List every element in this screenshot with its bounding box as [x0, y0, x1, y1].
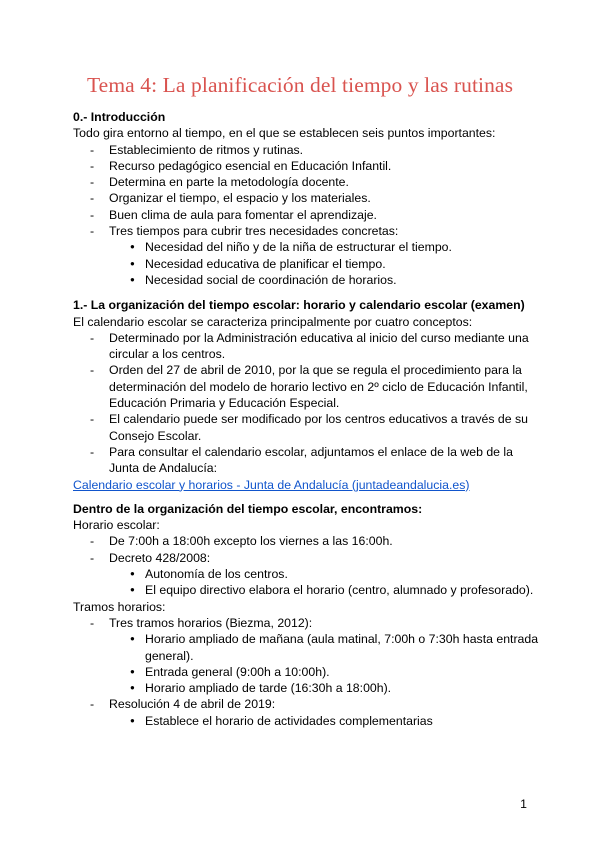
section-0-heading: 0.- Introducción: [73, 110, 166, 124]
list-item: - Tres tiempos para cubrir tres necesidades concretas:: [73, 223, 543, 239]
document-body: [73, 109, 543, 729]
sub-list-item: ● Horario ampliado de mañana (aula matinal, 7:00h o 7:30h hasta entrada general).: [73, 631, 543, 664]
list-item: - Recurso pedagógico esencial en Educación Infantil.: [73, 158, 543, 174]
section-2-heading: Dentro de la organización del tiempo escolar, encontramos:: [73, 501, 423, 516]
list-item: - Determina en parte la metodología docente.: [73, 174, 543, 190]
tramos-list: [73, 615, 543, 729]
section-1-heading: 1.- La organización del tiempo escolar: horario y calendario escolar (examen): [73, 298, 525, 313]
section-0-intro: Todo gira entorno al tiempo, en el que se establecen seis puntos importantes:: [73, 126, 496, 141]
list-item: - Establecimiento de ritmos y rutinas.: [73, 142, 543, 158]
section-1-list: [73, 330, 543, 477]
list-item: - Organizar el tiempo, el espacio y los materiales.: [73, 190, 543, 206]
list-item: - Resolución 4 de abril de 2019:: [73, 696, 543, 712]
sub-list-item: ● Autonomía de los centros.: [73, 566, 543, 582]
section-1-intro: El calendario escolar se caracteriza principalmente por cuatro conceptos:: [73, 314, 473, 329]
horario-label: Horario escolar:: [73, 518, 160, 533]
list-item: - De 7:00h a 18:00h excepto los viernes a las 16:00h.: [73, 533, 543, 549]
sub-list-item: ● Horario ampliado de tarde (16:30h a 18:00h).: [73, 680, 543, 696]
sub-list-item: ● Necesidad social de coordinación de horarios.: [73, 272, 543, 288]
list-item: - Determinado por la Administración educativa al inicio del curso mediante una circular a los centros.: [73, 330, 543, 363]
sub-list-item: ● Necesidad del niño y de la niña de estructurar el tiempo.: [73, 239, 543, 255]
calendario-link[interactable]: Calendario escolar y horarios - Junta de Andalucía (juntadeandalucia.es): [73, 477, 470, 492]
page-title: Tema 4: La planificación del tiempo y las rutinas: [86, 73, 514, 97]
list-item: - Orden del 27 de abril de 2010, por la que se regula el procedimiento para la determinación del modelo de horario lectivo en 2º ciclo de Educación Infantil, Educación Primaria y Educación Especial.: [73, 362, 543, 411]
list-item: - Buen clima de aula para fomentar el aprendizaje.: [73, 207, 543, 223]
tramos-label: Tramos horarios:: [73, 599, 166, 614]
sub-list-item: ● Entrada general (9:00h a 10:00h).: [73, 664, 543, 680]
list-item: - Decreto 428/2008:: [73, 550, 543, 566]
section-0-list: [73, 142, 543, 289]
sub-list-item: ● Necesidad educativa de planificar el tiempo.: [73, 256, 543, 272]
sub-list-item: ● Establece el horario de actividades complementarias: [73, 713, 543, 729]
sub-list-item: ● El equipo directivo elabora el horario (centro, alumnado y profesorado).: [73, 582, 543, 598]
list-item: - El calendario puede ser modificado por los centros educativos a través de su Consejo Escolar.: [73, 411, 543, 444]
horario-list: [73, 533, 543, 598]
page-number: 1: [520, 797, 527, 811]
list-item: - Tres tramos horarios (Biezma, 2012):: [73, 615, 543, 631]
list-item: - Para consultar el calendario escolar, adjuntamos el enlace de la web de la Junta de Andalucía:: [73, 444, 543, 477]
